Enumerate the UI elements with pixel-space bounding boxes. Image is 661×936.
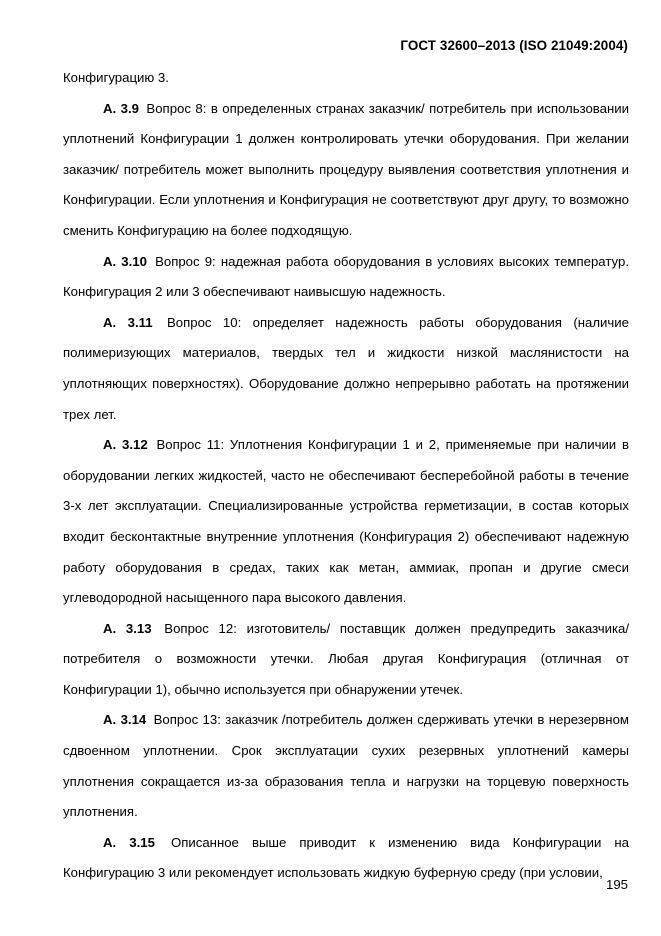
paragraph-text: Вопрос 10: определяет надежность работы оборудования (наличие полимеризующих материалов, твердых тел и жидкости низкой маслянистости на уплотняющих поверхностях). Оборудование должно непрерывно работать на протяжении трех лет. [63,314,629,422]
paragraph-continuation [63,63,629,94]
document-body [63,63,629,889]
paragraph-text: Вопрос 11: Уплотнения Конфигурации 1 и 2, применяемые при наличии в оборудовании легких жидкостей, часто не обеспечивают бесперебойной работы в течение 3-х лет эксплуатации. Специализированные устройства герметизации, в состав которых входит бесконтактные внутренние уплотнения (Конфигурация 2) обеспечивают надежную работу оборудования в средах, таких как метан, аммиак, пропан и другие смеси углеводородной насыщенного пара высокого давления. [63,437,629,606]
paragraph-a-3-9 [63,94,629,247]
paragraph-text: Вопрос 12: изготовитель/ поставщик должен предупредить заказчика/ потребителя о возможности утечки. Любая другая Конфигурация (отличная от Конфигурации 1), обычно используется при обнаружении утечек. [63,620,629,697]
paragraph-number: А. 3.10 [103,253,147,269]
paragraph-number: А. 3.15 [103,834,155,850]
paragraph-number: А. 3.14 [103,712,147,728]
paragraph-a-3-13 [63,614,629,706]
paragraph-text: Вопрос 9: надежная работа оборудования в условиях высоких температур. Конфигурация 2 или 3 обеспечивают наивысшую надежность. [63,253,629,300]
paragraph-a-3-11 [63,308,629,430]
paragraph-a-3-14 [63,705,629,827]
page-number: 195 [605,877,628,892]
paragraph-a-3-12 [63,430,629,614]
paragraph-text: Вопрос 8: в определенных странах заказчик/ потребитель при использовании уплотнений Конфигурации 1 должен контролировать утечки оборудования. При желании заказчик/ потребитель может выполнить процедуру выявления соответствия уплотнения и Конфигурации. Если уплотнения и Конфигурация не соответствуют друг другу, то возможно сменить Конфигурацию на более подходящую. [63,100,630,238]
paragraph-text: Вопрос 13: заказчик /потребитель должен сдерживать утечки в нерезервном сдвоенном уплотнении. Срок эксплуатации сухих резервных уплотнений камеры уплотнения сокращается из-за образования тепла и нагрузки на торцевую поверхность уплотнения. [63,712,629,820]
paragraph-number: А. 3.12 [103,437,148,453]
paragraph-text: Конфигурацию 3. [63,70,169,85]
paragraph-number: А. 3.11 [103,314,153,330]
paragraph-a-3-10 [63,247,629,308]
paragraph-a-3-15 [63,828,629,889]
paragraph-text: Описанное выше приводит к изменению вида Конфигурации на Конфигурацию 3 или рекомендует использовать жидкую буферную среду (при условии, [63,834,629,881]
document-header: ГОСТ 32600–2013 (ISO 21049:2004) [400,38,628,53]
paragraph-number: А. 3.9 [103,100,139,116]
paragraph-number: А. 3.13 [103,620,152,636]
